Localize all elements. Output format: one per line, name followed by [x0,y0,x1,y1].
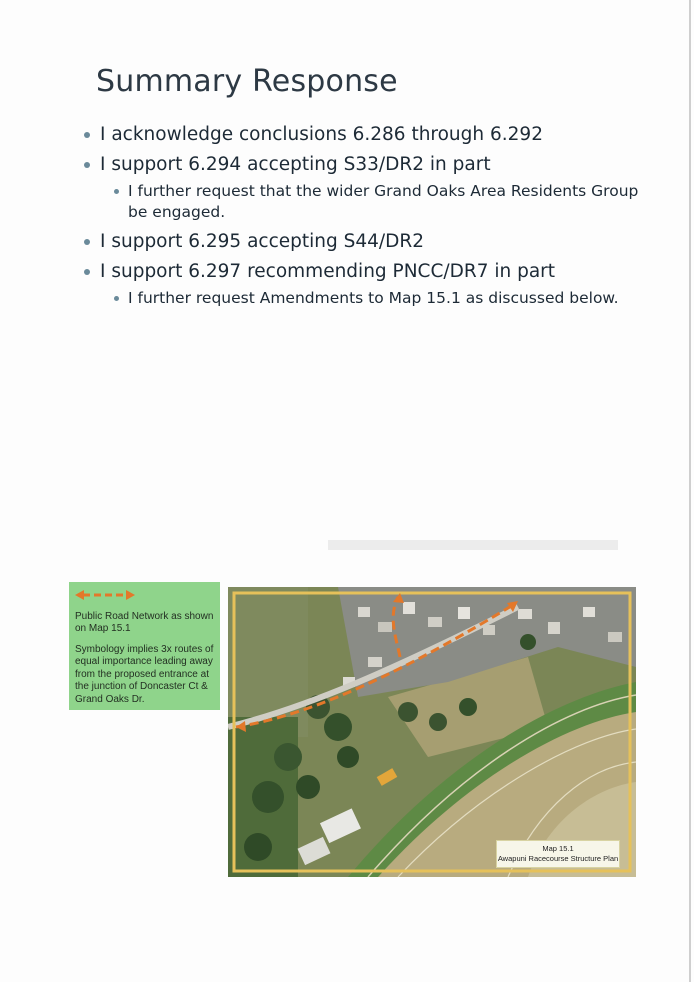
legend-heading: Public Road Network as shown on Map 15.1 [75,610,214,634]
legend-note: Symbology implies 3x routes of equal importance leading away from the proposed entrance at the junction of Doncaster Ct & Grand Oaks Dr. [75,643,214,705]
map-legend [69,582,220,710]
aerial-map-graphic [228,587,636,877]
bullet-2: I support 6.294 accepting S33/DR2 in part [84,150,644,180]
dashed-arrow-icon [75,588,135,602]
aerial-map [228,587,636,877]
bullet-1: I acknowledge conclusions 6.286 through 6.292 [84,120,644,150]
page-edge [689,0,691,982]
map-caption [496,840,620,868]
sub-bullet-2: I further request Amendments to Map 15.1 as discussed below. [84,288,644,309]
map-caption-title: Map 15.1 [542,844,574,853]
slide-title: Summary Response [96,64,398,99]
show-through-text [318,530,618,567]
bullet-list [84,120,644,313]
bullet-4: I support 6.297 recommending PNCC/DR7 in part [84,257,644,287]
bullet-3: I support 6.295 accepting S44/DR2 [84,227,644,257]
map-caption-subtitle: Awapuni Racecourse Structure Plan [497,854,619,863]
show-through-shape [318,530,618,560]
sub-bullet-1: I further request that the wider Grand Oaks Area Residents Group be engaged. [84,181,644,223]
